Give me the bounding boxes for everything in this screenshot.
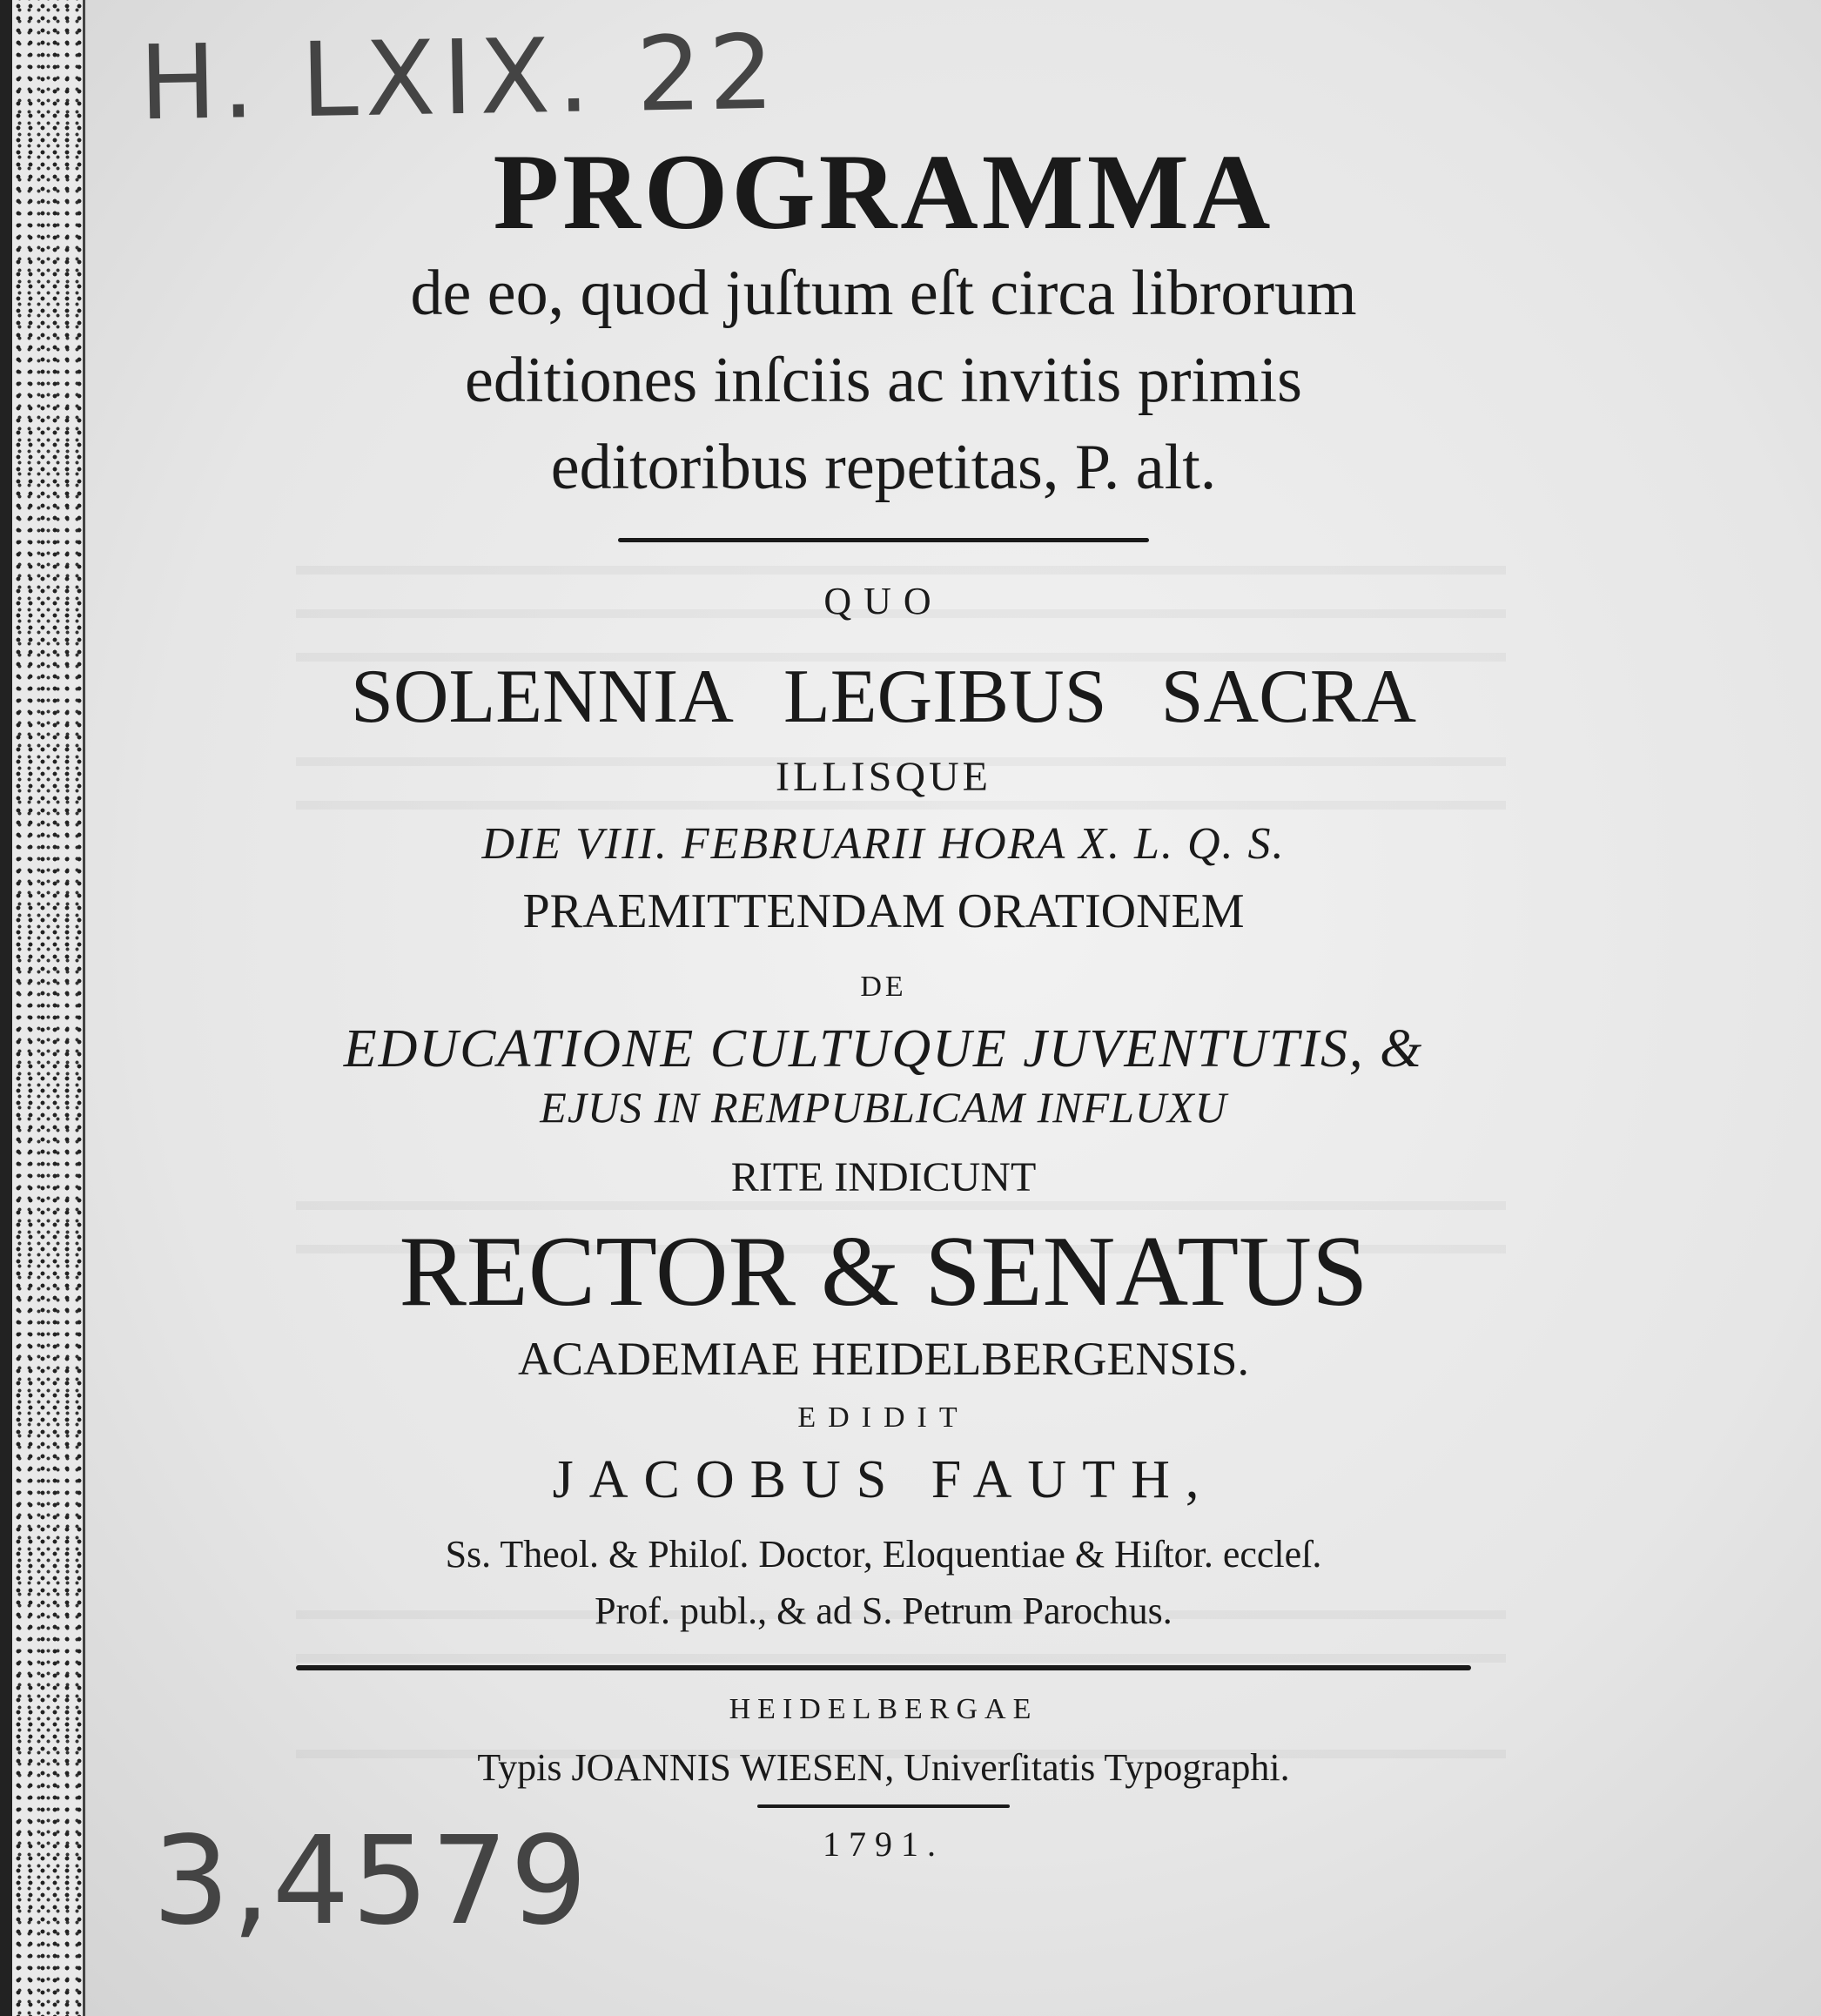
- authority-author: JACOBUS FAUTH,: [552, 1450, 1215, 1509]
- authority-edidit: EDIDIT: [797, 1401, 970, 1434]
- authority-academiae: ACADEMIAE HEIDELBERGENSIS.: [518, 1333, 1249, 1385]
- authority-credentials-2: Prof. publ., & ad S. Petrum Parochus.: [595, 1589, 1173, 1632]
- body-rite: RITE INDICUNT: [730, 1154, 1037, 1200]
- body-ejus: EJUS IN REMPUBLICAM INFLUXU: [540, 1083, 1227, 1132]
- body-die: DIE VIII. FEBRUARII HORA X. L. Q. S.: [481, 819, 1286, 869]
- rule-top: [618, 538, 1149, 542]
- imprint-year: 1791.: [823, 1824, 944, 1864]
- body-quo: QUO: [823, 580, 944, 622]
- body-solennia: SOLENNIA LEGIBUS SACRA: [350, 655, 1417, 739]
- binding-edge: [0, 0, 12, 2016]
- show-through: [296, 801, 1506, 810]
- title-line-3: editoribus repetitas, P. alt.: [550, 432, 1217, 503]
- body-de: DE: [860, 971, 907, 1003]
- body-praemittendam: PRAEMITTENDAM ORATIONEM: [522, 884, 1245, 938]
- inventory-number: 3,4579: [152, 1811, 589, 1952]
- title-line-1: de eo, quod juſtum eſt circa librorum: [410, 258, 1357, 329]
- show-through: [296, 566, 1506, 575]
- show-through: [296, 1201, 1506, 1210]
- imprint-printer: Typis JOANNIS WIESEN, Univerſitatis Typographi.: [477, 1746, 1290, 1789]
- authority-credentials-1: Ss. Theol. & Philoſ. Doctor, Eloquentiae & Hiſtor. eccleſ.: [445, 1533, 1322, 1576]
- body-educatione: EDUCATIONE CULTUQUE JUVENTUTIS, &: [343, 1019, 1424, 1079]
- rule-bottom: [296, 1665, 1471, 1670]
- rule-imprint: [757, 1804, 1010, 1808]
- body-illisque: ILLISQUE: [776, 754, 991, 800]
- authority-rector: RECTOR & SENATUS: [399, 1216, 1368, 1327]
- title-heading: PROGRAMMA: [493, 132, 1274, 252]
- shelfmark: H. LXIX. 22: [138, 11, 783, 144]
- show-through: [296, 1654, 1506, 1663]
- title-line-2: editiones inſciis ac invitis primis: [465, 345, 1302, 416]
- imprint-place: HEIDELBERGAE: [729, 1693, 1038, 1725]
- binding-strip: [0, 0, 85, 2016]
